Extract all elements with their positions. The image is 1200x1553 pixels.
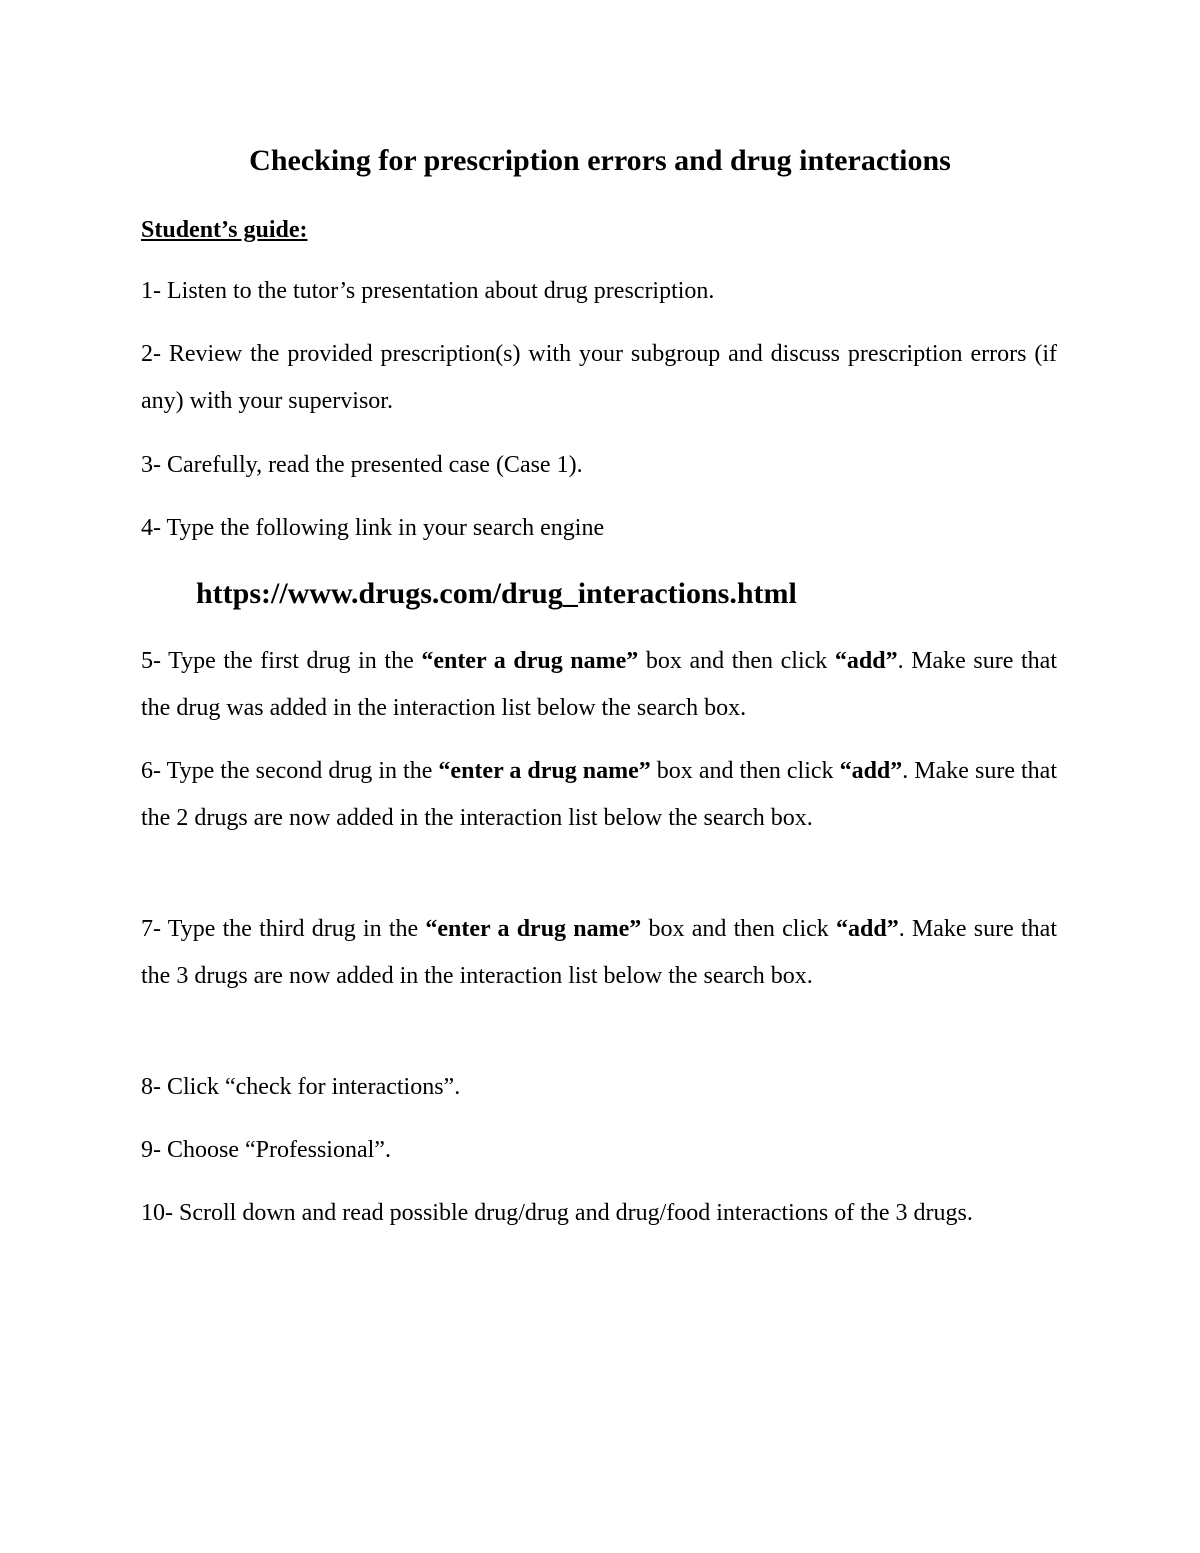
step-3: 3- Carefully, read the presented case (Case 1). xyxy=(141,452,583,478)
step-7-add-label: “add” xyxy=(836,916,899,942)
step-6-add-label: “add” xyxy=(839,758,903,784)
step-1: 1- Listen to the tutor’s presentation about drug prescription. xyxy=(141,278,715,304)
step-7-text-c: box and then click xyxy=(641,916,836,942)
step-8: 8- Click “check for interactions”. xyxy=(141,1074,461,1100)
step-6 xyxy=(141,748,1057,842)
step-5-text-e: . Make sure that the drug was added in the interaction list below the search box. xyxy=(141,648,1057,721)
page-title: Checking for prescription errors and drug interactions xyxy=(249,144,951,177)
step-5-add-label: “add” xyxy=(834,648,898,674)
step-7-text-e: . Make sure that the 3 drugs are now added in the interaction list below the search box. xyxy=(141,916,1057,989)
step-5 xyxy=(141,638,1057,732)
step-6-text-a: 6- Type the second drug in the xyxy=(141,758,439,784)
drug-interactions-link[interactable]: https://www.drugs.com/drug_interactions.html xyxy=(196,577,797,610)
step-7 xyxy=(141,906,1057,1000)
step-7-box-name: “enter a drug name” xyxy=(425,916,642,942)
step-6-text-e: . Make sure that the 2 drugs are now added in the interaction list below the search box. xyxy=(141,758,1057,831)
step-5-box-name: “enter a drug name” xyxy=(421,648,639,674)
step-7-text-a: 7- Type the third drug in the xyxy=(141,916,426,942)
step-5-text-c: box and then click xyxy=(638,648,835,674)
step-6-text-c: box and then click xyxy=(650,758,840,784)
step-6-box-name: “enter a drug name” xyxy=(438,758,651,784)
step-9: 9- Choose “Professional”. xyxy=(141,1137,391,1163)
step-10: 10- Scroll down and read possible drug/drug and drug/food interactions of the 3 drugs. xyxy=(141,1200,973,1226)
step-2: 2- Review the provided prescription(s) with your subgroup and discuss prescription errors (if any) with your supervisor. xyxy=(141,341,1057,414)
section-subtitle: Student’s guide: xyxy=(141,217,308,243)
step-5-text-a: 5- Type the first drug in the xyxy=(141,648,422,674)
step-4: 4- Type the following link in your search engine xyxy=(141,515,605,541)
